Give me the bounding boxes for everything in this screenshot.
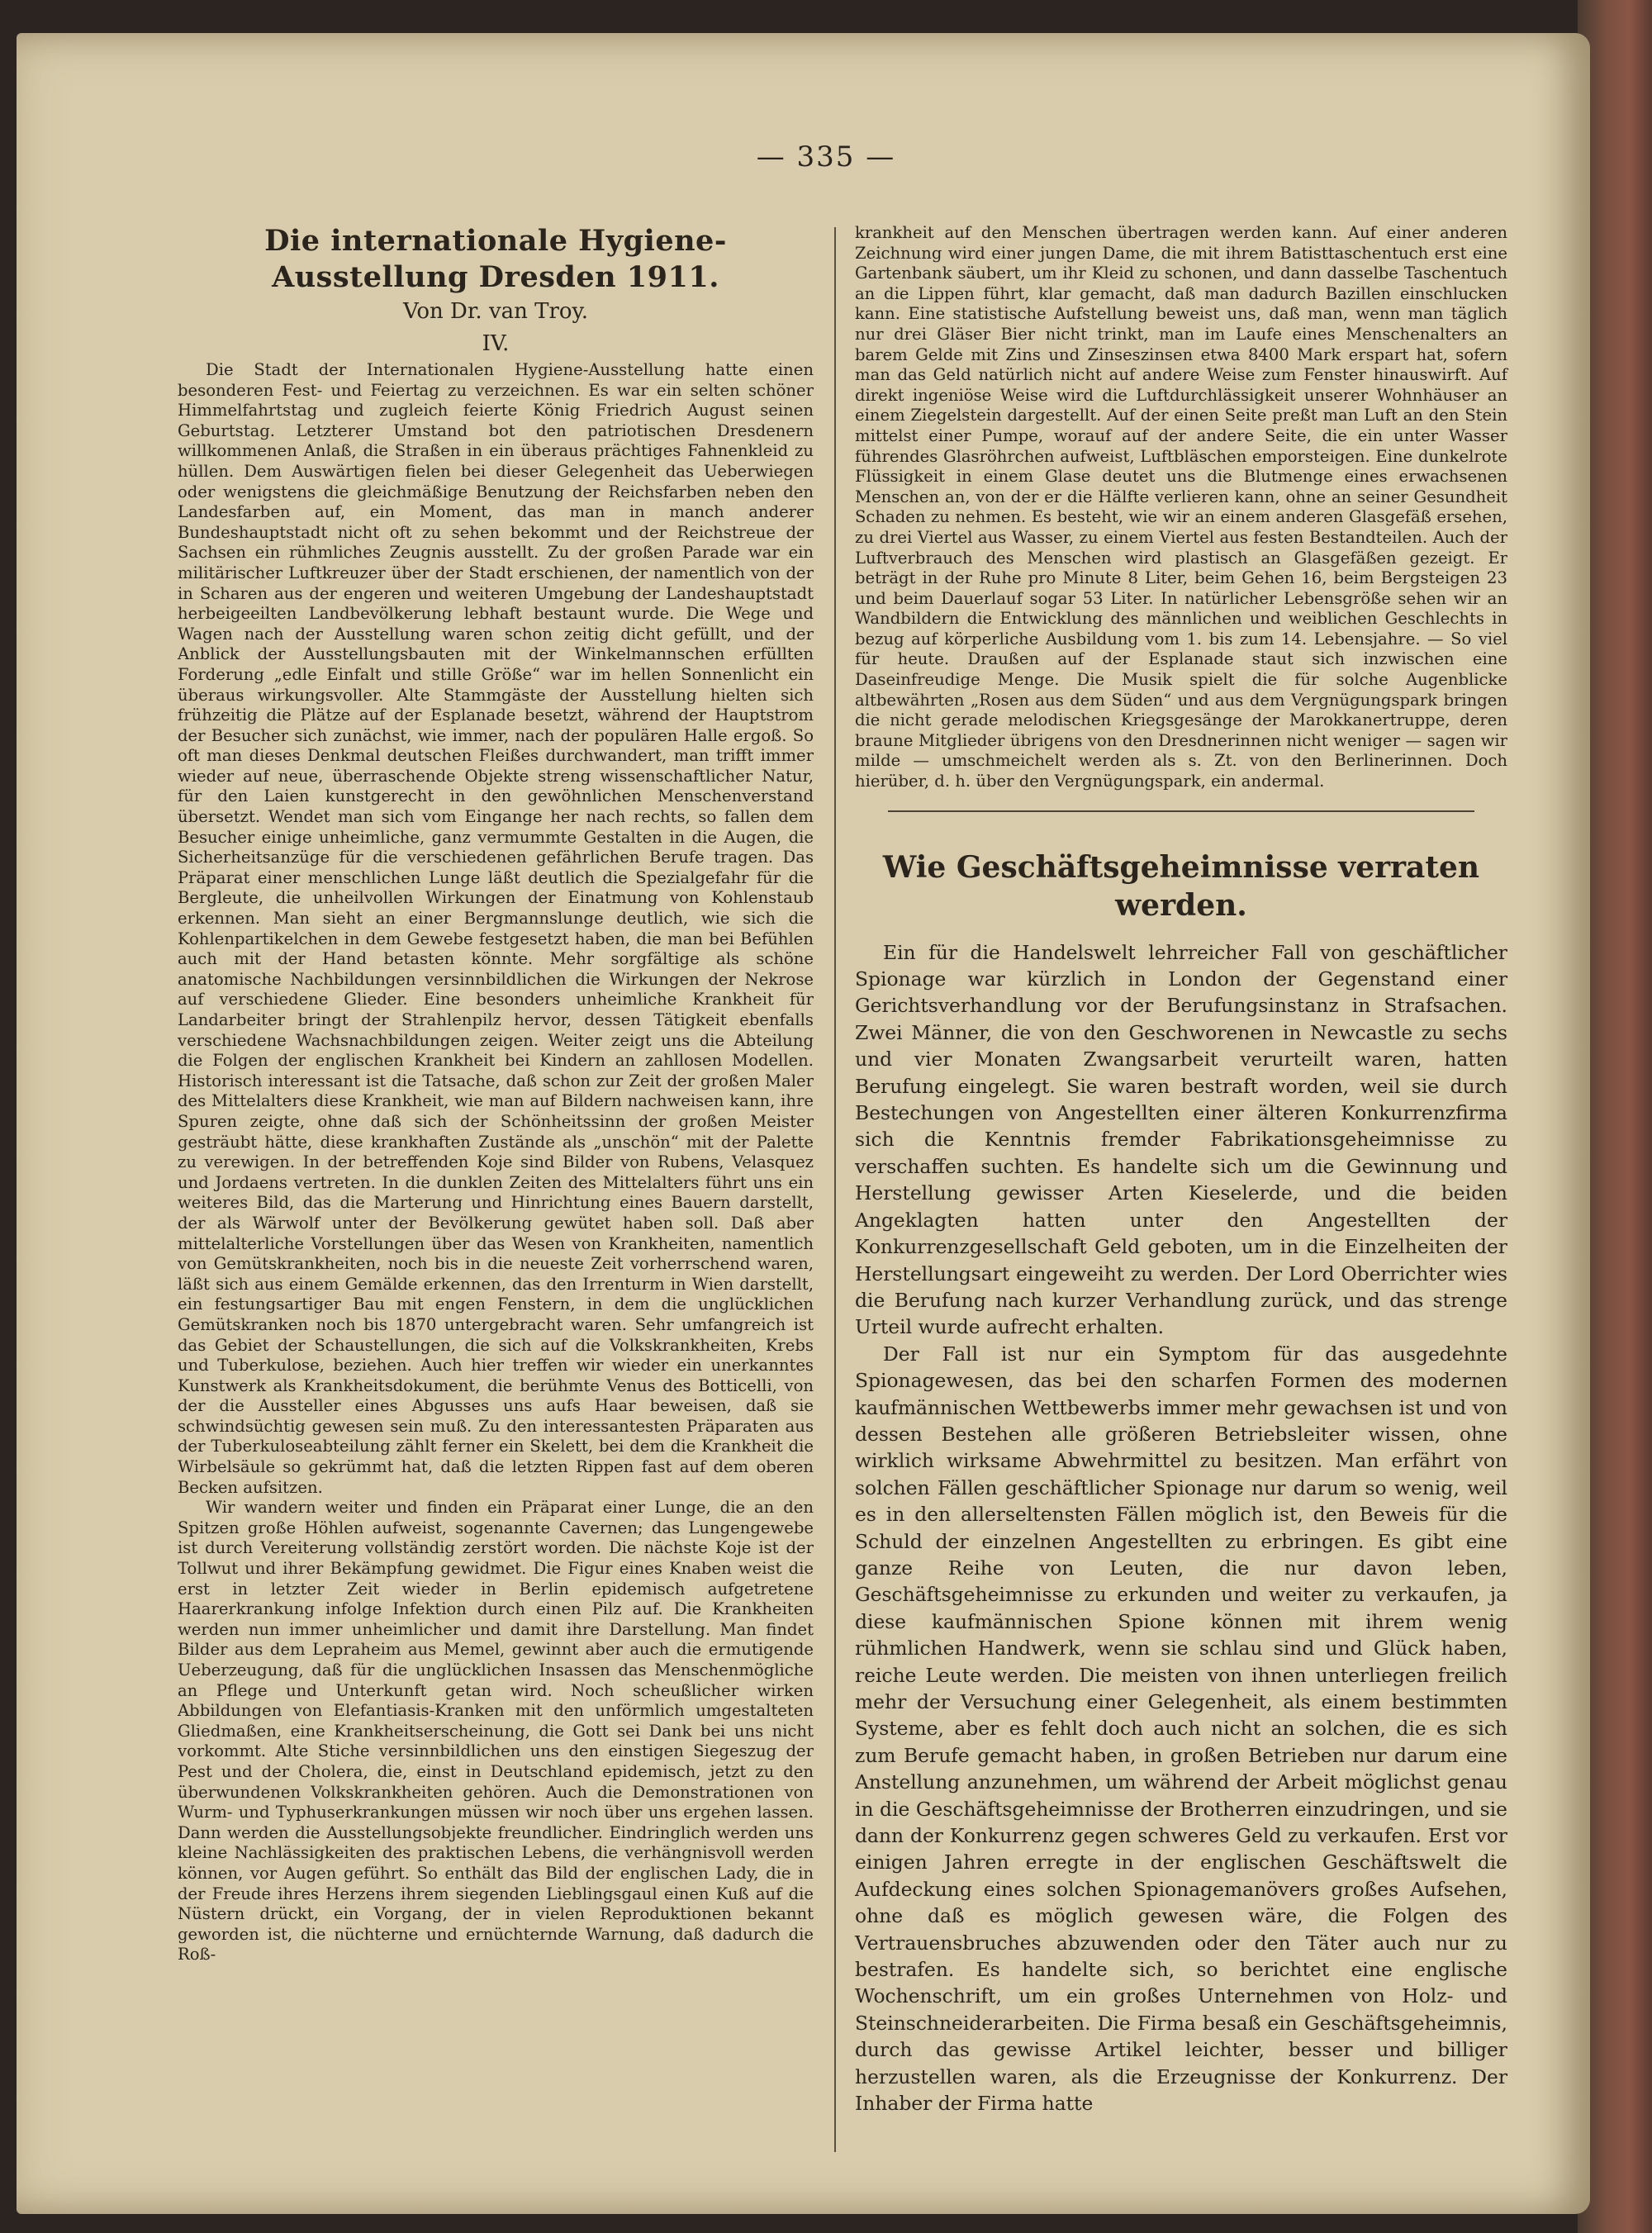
article-title: Die internationale Hygiene-Ausstellung Dresden 1911. xyxy=(264,224,727,294)
second-article-body xyxy=(855,939,1507,2117)
article-paragraph: Der Fall ist nur ein Symptom für das ausgedehnte Spionagewesen, das bei den scharfen Formen des modernen kaufmännischen Wettbewerbs immer mehr gewachsen ist und von dessen Bestehen alle größeren Betriebsleiter wissen, ohne wirklich wirksame Abwehrmittel zu besitzen. Man erfährt von solchen Fällen geschäftlicher Spionage nur darum so wenig, weil es in den allerseltensten Fällen möglich ist, den Beweis für die Schuld der einzelnen Angestellten zu erbringen. Es gibt eine ganze Reihe von Leuten, die nur davon leben, Geschäftsgeheimnisse zu erkunden und weiter zu verkaufen, ja diese kaufmännischen Spione können mit ihrem wenig rühmlichen Handwerk, wenn sie schlau sind und Glück haben, reiche Leute werden. Die meisten von ihnen unterliegen freilich mehr der Versuchung einer Gelegenheit, als einem bestimmten Systeme, aber es fehlt doch auch nicht an solchen, die es sich zum Berufe gemacht haben, in großen Betrieben nur darum eine Anstellung anzunehmen, um während der Arbeit möglichst genau in die Geschäftsgeheimnisse der Brotherren einzudringen, und sie dann der Konkurrenz gegen schweres Geld zu verkaufen. Erst vor einigen Jahren erregte in der englischen Geschäftswelt die Aufdeckung eines solchen Spionagemanövers großes Aufsehen, ohne daß es möglich gewesen wäre, die Folgen des Vertrauensbruches abzuwenden oder den Täter auch nur zu bestrafen. Es handelte sich, so berichtet eine englische Wochenschrift, um ein großes Unternehmen von Holz- und Steinschneiderarbeiten. Die Firma besaß ein Geschäftsgeheimnis, durch das gewisse Artikel leichter, besser und billiger herzustellen waren, als die Erzeugnisse der Konkurrenz. Der Inhaber der Firma hatte xyxy=(855,1342,1507,2116)
second-article-title: Wie Geschäftsgeheimnisse verraten werden. xyxy=(882,849,1480,923)
column-divider xyxy=(834,227,836,2152)
article-paragraph: krankheit auf den Menschen übertragen werden kann. Auf einer anderen Zeichnung wird einer jungen Dame, die mit ihrem Batisttaschentuch erst eine Gartenbank säubert, um ihr Kleid zu schonen, und dann dasselbe Taschentuch an die Lippen führt, klar gemacht, daß man dadurch Bazillen einschlucken kann. Eine statistische Aufstellung beweist uns, daß man, wenn man täglich nur drei Gläser Bier nicht trinkt, man im Laufe eines Menschenalters an barem Gelde mit Zins und Zinseszinsen etwa 8400 Mark erspart hat, sofern man das Geld natürlich nicht auf andere Weise zum Fenster hinauswirft. Auf direkt ingeniöse Weise wird die Luftdurchlässigkeit unserer Wohnhäuser an einem Ziegelstein dargestellt. Auf der einen Seite preßt man Luft an den Stein mittelst einer Pumpe, worauf auf der andere Seite, die ein unter Wasser führendes Glasröhrchen aufweist, Luftbläschen emporsteigen. Eine dunkelrote Flüssigkeit in einem Glase deutet uns die Blutmenge eines erwachsenen Menschen an, von der er die Hälfte verlieren kann, ohne an seiner Gesundheit Schaden zu nehmen. Es besteht, wie wir an einem anderen Glasgefäß ersehen, zu drei Viertel aus Wasser, zu einem Viertel aus festen Bestandteilen. Auch der Luftverbrauch des Menschen wird plastisch an Glasgefäßen gezeigt. Er beträgt in der Ruhe pro Minute 8 Liter, beim Gehen 16, beim Bergsteigen 23 und beim Dauerlauf sogar 53 Liter. In natürlicher Lebensgröße sehen wir an Wandbildern die Entwicklung des männlichen und weiblichen Geschlechts in bezug auf körperliche Ausbildung vom 1. bis zum 14. Lebensjahre. — So viel für heute. Draußen auf der Esplanade staut sich inzwischen eine Daseinfreudige Menge. Die Musik spielt die für solche Augenblicke altbewährten „Rosen aus dem Süden“ und aus dem Vergnügungspark bringen die nicht gerade melodischen Kriegsgesänge der Marokkanertruppe, deren braune Mitglieder übrigens von den Dresdnerinnen nicht weniger — sagen wir milde — umschmeichelt werden als s. Zt. von den Berlinerinnen. Doch hierüber, d. h. über den Vergnügungspark, ein andermal. xyxy=(855,223,1507,791)
page-number: — 335 — xyxy=(756,140,896,173)
right-column xyxy=(855,223,1507,2117)
newspaper-page xyxy=(17,33,1590,2214)
article-continuation xyxy=(855,223,1507,792)
article-author: Von Dr. van Troy. xyxy=(402,299,589,324)
left-column xyxy=(178,223,814,1965)
article-body xyxy=(178,360,814,1965)
article-paragraph: Wir wandern weiter und finden ein Präparat einer Lunge, die an den Spitzen große Höhlen aufweist, sogenannte Cavernen; das Lungengewebe ist durch Vereiterung vollständig zerstört worden. Die nächste Koje ist der Tollwut und ihrer Bekämpfung gewidmet. Die Figur eines Knaben weist die erst in letzter Zeit wieder in Berlin epidemisch aufgetretene Haarerkrankung infolge Infektion durch einen Pilz auf. Die Krankheiten werden nun immer unheimlicher und damit ihre Darstellung. Man findet Bilder aus dem Lepraheim aus Memel, gewinnt aber auch die ermutigende Ueberzeugung, daß für die unglücklichen Insassen das Menschenmögliche an Pflege und Unterkunft getan wird. Noch scheußlicher wirken Abbildungen von Elefantiasis-Kranken mit den unförmlich umgestalteten Gliedmaßen, eine Krankheitserscheinung, die Gott sei Dank bei uns nicht vorkommt. Alte Stiche versinnbildlichen uns den einstigen Siegeszug der Pest und der Cholera, die, einst in Deutschland epidemisch, jetzt zu den überwundenen Volkskrankheiten gehören. Auch die Demonstrationen von Wurm- und Typhuserkrankungen müssen wir noch über uns ergehen lassen. Dann werden die Ausstellungsobjekte freundlicher. Eindringlich werden uns kleine Nachlässigkeiten des praktischen Lebens, die verhängnisvoll werden können, vor Augen geführt. So enthält das Bild der englischen Lady, die in der Freude ihres Herzens ihrem siegenden Lieblingsgaul einen Kuß auf die Nüstern drückt, ein Vorgang, der in vielen Reproduktionen bekannt geworden ist, die nüchterne und ernüchternde Warnung, daß dadurch die Roß- xyxy=(178,1498,814,1965)
article-paragraph: Ein für die Handelswelt lehrreicher Fall von geschäftlicher Spionage war kürzlich in London der Gegenstand einer Gerichtsverhandlung vor der Berufungsinstanz in Strafsachen. Zwei Männer, die von den Geschworenen in Newcastle zu sechs und vier Monaten Zwangsarbeit verurteilt waren, hatten Berufung eingelegt. Sie waren bestraft worden, weil sie durch Bestechungen von Angestellten einer älteren Konkurrenzfirma sich die Kenntnis fremder Fabrikationsgeheimnisse zu verschaffen suchten. Es handelte sich um die Gewinnung und Herstellung gewisser Arten Kieselerde, und die beiden Angeklagten hatten unter den Angestellten der Konkurrenzgesellschaft Geld geboten, um in die Einzelheiten der Herstellungsart eingeweiht zu werden. Der Lord Oberrichter wies die Berufung nach kurzer Verhandlung zurück, und das strenge Urteil wurde aufrecht erhalten. xyxy=(855,940,1507,1339)
article-paragraph: Die Stadt der Internationalen Hygiene-Ausstellung hatte einen besonderen Fest- und Feiertag zu verzeichnen. Es war ein selten schöner Himmelfahrtstag und zugleich feierte König Friedrich August seinen Geburtstag. Letzterer Umstand bot den patriotischen Dresdenern willkommenen Anlaß, die Straßen in ein überaus prächtiges Fahnenkleid zu hüllen. Dem Auswärtigen fielen bei dieser Gelegenheit das Ueberwiegen oder wenigstens die gleichmäßige Benutzung der Reichsfarben neben den Landesfarben auf, ein Moment, das man in manch anderer Bundeshauptstadt nicht oft zu sehen bekommt und der Reichstreue der Sachsen ein rühmliches Zeugnis ausstellt. Zu der großen Parade war ein militärischer Luftkreuzer über der Stadt erschienen, der namentlich von der in Scharen aus der engeren und weiteren Umgebung der Landeshauptstadt herbeigeeilten Landbevölkerung lebhaft bestaunt wurde. Die Wege und Wagen nach der Ausstellung waren schon zeitig dicht gefüllt, und der Anblick der Ausstellungsbauten mit der Winkelmannschen erfüllten Forderung „edle Einfalt und stille Größe“ war im hellen Sonnenlicht ein überaus wirkungsvoller. Alte Stammgäste der Ausstellung hielten sich frühzeitig die Plätze auf der Esplanade besetzt, während der Hauptstrom der Besucher sich zunächst, wie immer, nach der populären Halle ergoß. So oft man dieses Denkmal deutschen Fleißes durchwandert, man trifft immer wieder auf neue, überraschende Objekte streng wissenschaftlicher Natur, für den Laien kunstgerecht in den gewöhnlichen Menschenverstand übersetzt. Wendet man sich vom Eingange her nach rechts, so fallen dem Besucher einige unheimliche, ganz vermummte Gestalten in die Augen, die Sicherheitsanzüge für die verschiedenen gefährlichen Berufe tragen. Das Präparat einer menschlichen Lunge läßt deutlich die Spezialgefahr für die Bergleute, die unheilvollen Wirkungen der Einatmung von Kohlenstaub erkennen. Man sieht an einer Bergmannslunge deutlich, wie sich die Kohlenpartikelchen in dem Gewebe festgesetzt haben, die man bei Befühlen auch mit der Hand betasten könnte. Mehr sorgfältige als schöne anatomische Nachbildungen versinnbildlichen die Wirkungen der Nekrose auf verschiedene Glieder. Eine besonders unheimliche Krankheit für Landarbeiter bringt der Strahlenpilz hervor, dessen Tätigkeit ebenfalls verschiedene Wachsnachbildungen zeigen. Weiter zeigt uns die Abteilung die Folgen der englischen Krankheit bei Kindern an zahllosen Modellen. Historisch interessant ist die Tatsache, daß schon zur Zeit der großen Maler des Mittelalters diese Krankheit, wie man auf Bildern nachweisen kann, ihre Spuren zeigte, ohne daß sich der Schönheitssinn der großen Meister gesträubt hätte, diese krankhaften Zustände als „unschön“ mit der Palette zu verewigen. In der betreffenden Koje sind Bilder von Rubens, Velasquez und Jordaens vertreten. In die dunklen Zeiten des Mittelalters führt uns ein weiteres Bild, das die Marterung und Hinrichtung eines Bauern darstellt, der als Wärwolf unter der Bevölkerung gewütet haben soll. Daß aber mittelalterliche Vorstellungen über das Wesen von Krankheiten, namentlich von Gemütskrankheiten, noch bis in die neueste Zeit vorherrschend waren, läßt sich aus einem Gemälde erkennen, das den Irrenturm in Wien darstellt, ein festungsartiger Bau mit engen Fenstern, in dem die unglücklichen Gemütskranken noch bis 1870 untergebracht waren. Sehr umfangreich ist das Gebiet der Schaustellungen, die sich auf die Volkskrankheiten, Krebs und Tuberkulose, beziehen. Auch hier treffen wir wieder ein unerkanntes Kunstwerk als Krankheitsdokument, die berühmte Venus des Botticelli, von der die Aussteller eines Abgusses uns aufs Haar beweisen, daß sie schwindsüchtig gewesen sein muß. Zu den interessantesten Präparaten aus der Tuberkuloseabteilung zählt ferner ein Skelett, bei dem die Krankheit die Wirbelsäule so gekrümmt hat, daß die letzten Rippen fast auf dem oberen Becken aufsitzen. xyxy=(178,360,814,1497)
article-separator xyxy=(888,810,1474,812)
article-part-number: IV. xyxy=(482,331,510,356)
